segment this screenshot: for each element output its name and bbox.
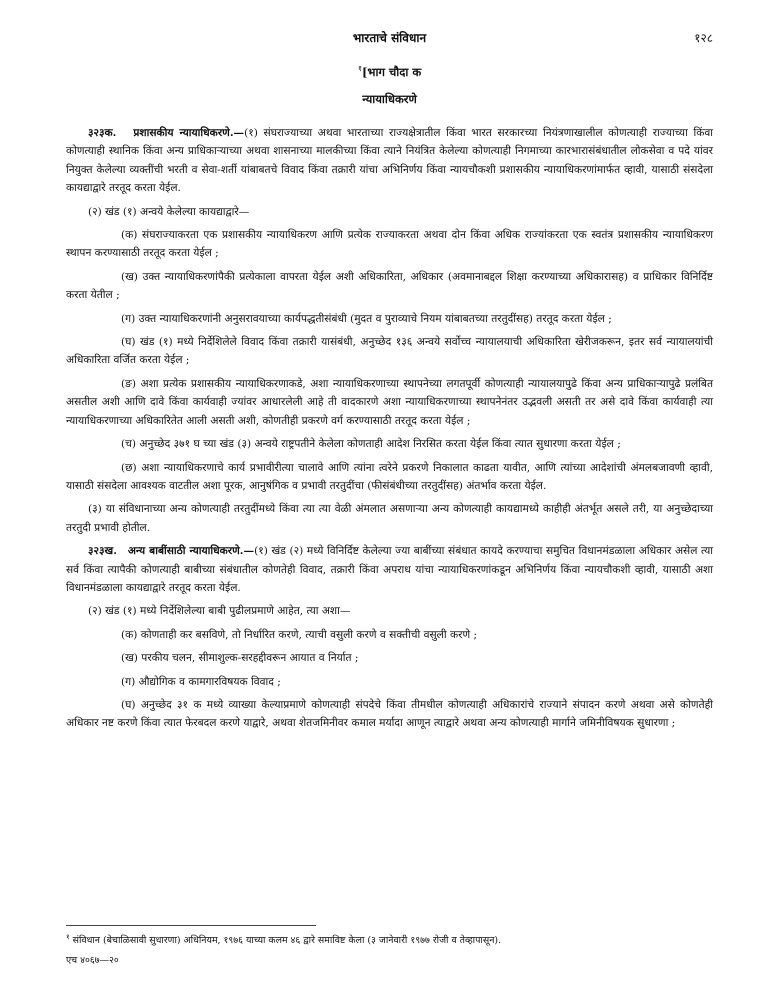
footnote xyxy=(66,933,713,946)
article-323a-heading: प्रशासकीय न्यायाधिकरणे.— xyxy=(133,127,245,139)
article-323b xyxy=(66,542,713,597)
part-heading xyxy=(66,63,713,80)
article-323a-clause3: (३) या संविधानाच्या अन्य कोणत्याही तरतुदींमध्ये किंवा त्या त्या वेळी अंमलात असणाऱ्या अन्य कोणत्याही कायद्यामध्ये काहीही अंतर्भूत असले तरी, या अनुच्छेदाच्या तरतुदी प्रभावी होतील. xyxy=(66,503,713,534)
article-323a-item-cha: (च) अनुच्छेद ३७१ घ च्या खंड (३) अन्वये राष्ट्रपतीने केलेला कोणताही आदेश निरसित करता येईल किंवा त्यात सुधारणा करता येईल ; xyxy=(121,438,621,451)
document-page xyxy=(66,0,713,994)
article-323b-item-ka: (क) कोणताही कर बसविणे, तो निर्धारित करणे, त्याची वसुली करणे व सक्तीची वसुली करणे ; xyxy=(121,628,478,641)
article-323a-number: ३२३क. xyxy=(88,127,117,139)
footnote-text: संविधान (बेचाळिसावी सुधारणा) अधिनियम, १९७६ याच्या कलम ४६ द्वारे समाविष्ट केला (३ जानेवारी १९७७ रोजी व तेव्हापासून). xyxy=(72,935,502,947)
article-323b-text: (१) खंड (२) मध्ये विनिर्दिष्ट केलेल्या ज्या बाबींच्या संबंधात कायदे करण्याचा समुचित विधानमंडळाला अधिकार असेल त्या सर्व किंवा त्यापैकी कोणत्याही बाबीच्या संबंधातील कोणतेही विवाद, तक्रारी किंवा अपराध यांचा न्यायाधिकरणांकडून अभिनिर्णय किंवा न्यायचौकशी व्हावी, यासाठी अशा विधानमंडळाला कायद्याद्वारे तरतूद करता येईल. xyxy=(66,545,713,594)
print-code: एच ४०६७—२० xyxy=(66,955,119,966)
footnote-mark: १ xyxy=(66,933,70,941)
article-323a-item-ga: (ग) उक्त न्यायाधिकरणांनी अनुसरावयाच्या कार्यपद्धतीसंबंधी (मुदत व पुराव्याचे नियम यांबाबतच्या तरतुदींसह) तरतूद करता येईल ; xyxy=(121,312,612,325)
book-title: भारताचे संविधान xyxy=(352,31,427,45)
part-title: [भाग चौदा क xyxy=(361,64,422,79)
article-323a-item-chha: (छ) अशा न्यायाधिकरणाचे कार्य प्रभावीरीत्या चालावे आणि त्यांना त्वरेने प्रकरणे निकालात काढता यावीत, आणि त्यांच्या आदेशांची अंमलबजावणी व्हावी, यासाठी संसदेला आवश्यक वाटतील अशा पूरक, आनुषंगिक व प्रभावी तरतुदींचा (फीसंबंधीच्या तरतुदींसह) अंतर्भाव करता येईल. xyxy=(66,461,713,492)
article-323a-item-nga: (ङ) अशा प्रत्येक प्रशासकीय न्यायाधिकरणाकडे, अशा न्यायाधिकरणाच्या स्थापनेच्या लगतपूर्वी कोणत्याही न्यायालयापुढे किंवा अन्य प्राधिकाऱ्यापुढे प्रलंबित असतील अशी आणि दावे किंवा कार्यवाही ज्यांवर आधारलेली आहे ती वादकारणे अशा न्यायाधिकरणाच्या स्थापनेनंतर उद्भवली असती तर असे दावे किंवा कार्यवाही त्या न्यायाधिकरणाच्या अधिकारितेत आली असती अशी, कोणतीही प्रकरणे वर्ग करण्यासाठी तरतूद करता येईल ; xyxy=(66,377,713,427)
article-323b-item-ga: (ग) औद्योगिक व कामगारविषयक विवाद ; xyxy=(121,675,281,688)
chapter-title: न्यायाधिकरणे xyxy=(362,92,417,106)
part-footnote-mark: १ xyxy=(357,64,362,73)
page-number: १२८ xyxy=(694,31,713,45)
article-323b-number: ३२३ख. xyxy=(88,545,117,558)
article-323a-item-ka: (क) संघराज्याकरता एक प्रशासकीय न्यायाधिकरण आणि प्रत्येक राज्याकरता अथवा दोन किंवा अधिक राज्यांकरता एक स्वतंत्र प्रशासकीय न्यायाधिकरण स्थापन करण्यासाठी तरतूद करता येईल ; xyxy=(66,229,713,260)
article-323a-clause2-intro: (२) खंड (१) अन्वये केलेल्या कायद्याद्वारे— xyxy=(88,205,250,218)
page-header xyxy=(66,29,713,47)
article-323a-text: (१) संघराज्याच्या अथवा भारताच्या राज्यक्षेत्रातील किंवा भारत सरकारच्या नियंत्रणाखालील कोणत्याही राज्याच्या किंवा कोणत्याही स्थानिक किंवा अन्य प्राधिकाऱ्याच्या अथवा शासनाच्या मालकीच्या किंवा त्याने नियंत्रित केलेल्या कोणत्याही निगमाच्या कारभारासंबंधातील लोकसेवा व पदे यांवर नियुक्त केलेल्या व्यक्तींची भरती व सेवा-शर्ती यांबाबतचे विवाद किंवा तक्रारी यांचा अभिनिर्णय किंवा न्यायचौकशी प्रशासकीय न्यायाधिकरणांमार्फत व्हावी, यासाठी संसदेला कायद्याद्वारे तरतूद करता येईल. xyxy=(66,127,713,195)
article-323a-item-gha: (घ) खंड (१) मध्ये निर्देशिलेले विवाद किंवा तक्रारी यासंबंधी, अनुच्छेद १३६ अन्वये सर्वोच्च न्यायालयाची अधिकारिता खेरीजकरून, इतर सर्व न्यायालयांची अधिकारिता वर्जित करता येईल ; xyxy=(66,336,713,367)
article-323b-item-gha: (घ) अनुच्छेद ३१ क मध्ये व्याख्या केल्याप्रमाणे कोणत्याही संपदेचे किंवा तीमधील कोणत्याही अधिकारांचे राज्याने संपादन करणे अथवा असे कोणतेही अधिकार नष्ट करणे किंवा त्यात फेरबदल करणे याद्वारे, अथवा शेतजमिनीवर कमाल मर्यादा आणून त्याद्वारे अथवा अन्य कोणत्याही मार्गाने जमिनीविषयक सुधारणा ; xyxy=(66,698,713,730)
article-323b-clause2-intro: (२) खंड (१) मध्ये निर्देशिलेल्या बाबी पुढीलप्रमाणे आहेत, त्या अशा— xyxy=(88,605,351,618)
article-323a-item-kha: (ख) उक्त न्यायाधिकरणांपैकी प्रत्येकाला वापरता येईल अशी अधिकारिता, अधिकार (अवमानाबद्दल शिक्षा करण्याच्या अधिकारासह) व प्राधिकार विनिर्दिष्ट करता येतील ; xyxy=(66,270,713,302)
document-body xyxy=(66,124,713,738)
article-323a xyxy=(66,124,713,198)
article-323b-heading: अन्य बाबींसाठी न्यायाधिकरणे.— xyxy=(127,545,255,558)
article-323b-item-kha: (ख) परकीय चलन, सीमाशुल्क-सरहद्दीवरून आयात व निर्यात ; xyxy=(121,652,359,665)
footnote-divider xyxy=(66,925,316,926)
